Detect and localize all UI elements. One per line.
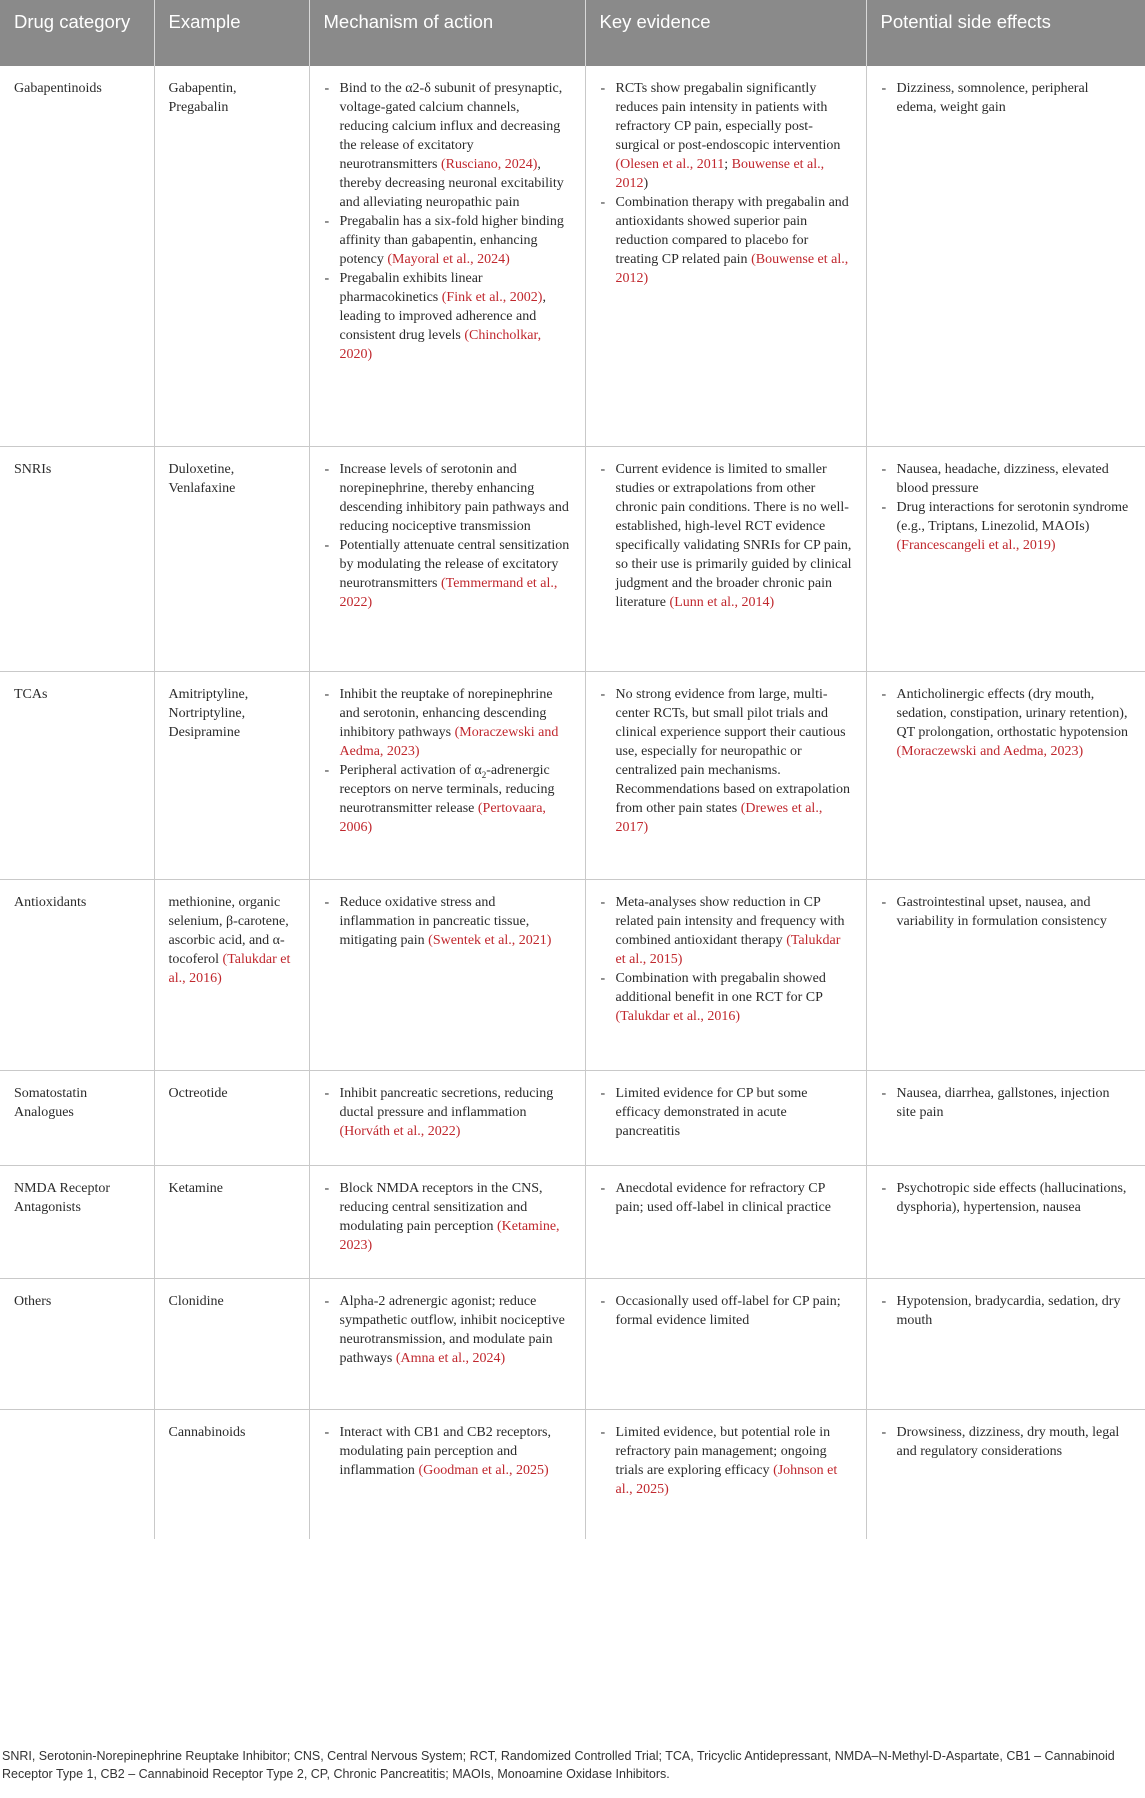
cell-example: Octreotide [154,1070,309,1165]
subscript: 2 [481,769,487,780]
side-effect-item: - Gastrointestinal upset, nausea, and variability in formulation consistency [881,893,1132,931]
cell-side-effects [866,879,1145,1070]
mechanism-list [324,685,571,837]
table-row [0,1409,1145,1539]
side-effect-list [881,1292,1132,1330]
citation-link[interactable]: (Olesen et al., 2011 [615,157,725,172]
side-effect-item: - Hypotension, bradycardia, sedation, dry mouth [881,1292,1132,1330]
cell-drug-category: Antioxidants [0,879,154,1070]
cell-key-evidence [585,1165,866,1278]
evidence-list [600,685,852,837]
mechanism-list [324,1179,571,1255]
cell-key-evidence [585,1409,866,1539]
evidence-list [600,79,852,288]
evidence-list [600,1292,852,1330]
mechanism-item: - Pregabalin exhibits linear pharmacokinetics (Fink et al., 2002), leading to improved adherence and consistent drug levels (Chincholkar, 2020) [324,269,571,364]
cell-key-evidence [585,446,866,671]
cell-side-effects [866,671,1145,879]
cell-mechanism [309,879,585,1070]
side-effect-item: - Dizziness, somnolence, peripheral edema, weight gain [881,79,1132,117]
side-effect-list [881,460,1132,555]
evidence-item: - Limited evidence for CP but some efficacy demonstrated in acute pancreatitis [600,1084,852,1141]
mechanism-list [324,1084,571,1141]
cell-key-evidence [585,66,866,446]
citation-link[interactable]: (Mayoral et al., 2024) [387,252,510,267]
evidence-item: - Meta-analyses show reduction in CP related pain intensity and frequency with combined antioxidant therapy (Talukdar et al., 2015) [600,893,852,969]
cell-mechanism [309,671,585,879]
mechanism-list [324,460,571,612]
cell-key-evidence [585,1070,866,1165]
citation-link[interactable]: (Lunn et al., 2014) [669,594,775,610]
cell-key-evidence [585,1278,866,1409]
cell-side-effects [866,1070,1145,1165]
evidence-item: - Combination therapy with pregabalin and antioxidants showed superior pain reduction compared to placebo for treating CP related pain (Bouwense et al., 2012) [600,193,852,288]
cell-drug-category: Somatostatin Analogues [0,1070,154,1165]
evidence-item: - Limited evidence, but potential role in refractory pain management; ongoing trials are exploring efficacy (Johnson et al., 2025) [600,1423,852,1499]
side-effect-list [881,1423,1132,1461]
table-body [0,66,1145,1539]
cell-mechanism [309,66,585,446]
mechanism-item: - Inhibit the reuptake of norepinephrine and serotonin, enhancing descending inhibitory pathways (Moraczewski and Aedma, 2023) [324,685,571,761]
side-effect-list [881,1179,1132,1217]
mechanism-item: - Peripheral activation of $\alpha_2$-adrenergic receptors on nerve terminals, reducing neurotransmitter release (Pertovaara, 2006) [324,761,571,837]
citation-link[interactable]: (Ketamine, 2023) [339,1218,560,1253]
side-effect-list [881,1084,1132,1122]
evidence-item: - RCTs show pregabalin significantly reduces pain intensity in patients with refractory CP pain, especially post-surgical or post-endoscopic intervention (Olesen et al., 2011; Bouwense et al., 2012) [600,79,852,193]
citation-link[interactable]: (Fink et al., 2002) [441,290,543,305]
mechanism-item: - Pregabalin has a six-fold higher binding affinity than gabapentin, enhancing potency (Mayoral et al., 2024) [324,212,571,269]
citation-link[interactable]: (Swentek et al., 2021) [428,932,552,948]
mechanism-item: - Bind to the α2-δ subunit of presynaptic, voltage-gated calcium channels, reducing calcium influx and decreasing the release of excitatory neurotransmitters (Rusciano, 2024), thereby decreasing neuronal excitability and alleviating neuropathic pain [324,79,571,212]
side-effect-list [881,685,1132,761]
mechanism-item: - Reduce oxidative stress and inflammation in pancreatic tissue, mitigating pain (Swentek et al., 2021) [324,893,571,950]
cell-example: methionine, organic selenium, β-carotene, ascorbic acid, and α-tocoferol (Talukdar et al., 2016) [154,879,309,1070]
cell-side-effects [866,1409,1145,1539]
cell-drug-category: Others [0,1278,154,1409]
side-effect-item: - Psychotropic side effects (hallucinations, dysphoria), hypertension, nausea [881,1179,1132,1217]
header-row [0,0,1145,66]
cell-key-evidence [585,879,866,1070]
citation-link[interactable]: Bouwense et al., 2012 [615,157,825,191]
citation-link[interactable]: (Talukdar et al., 2016) [168,951,291,986]
side-effect-item: - Anticholinergic effects (dry mouth, sedation, constipation, urinary retention), QT prolongation, orthostatic hypotension (Moraczewski and Aedma, 2023) [881,685,1132,761]
cell-drug-category: NMDA Receptor Antagonists [0,1165,154,1278]
citation-link[interactable]: (Talukdar et al., 2015) [615,932,841,967]
cell-example: Cannabinoids [154,1409,309,1539]
citation-link[interactable]: (Amna et al., 2024) [395,1350,506,1366]
table-row [0,66,1145,446]
citation-link[interactable]: (Moraczewski and Aedma, 2023) [896,743,1084,759]
side-effect-list [881,893,1132,931]
evidence-list [600,1084,852,1141]
citation-link[interactable]: (Drewes et al., 2017) [615,800,823,835]
evidence-item: - Anecdotal evidence for refractory CP pain; used off-label in clinical practice [600,1179,852,1217]
citation-link[interactable]: (Rusciano, 2024) [440,157,538,172]
mechanism-item: - Potentially attenuate central sensitization by modulating the release of excitatory neurotransmitters (Temmermand et al., 2022) [324,536,571,612]
side-effect-item: - Nausea, headache, dizziness, elevated blood pressure [881,460,1132,498]
cell-key-evidence [585,671,866,879]
header-side-effects: Potential side effects [866,0,1145,66]
cell-side-effects [866,66,1145,446]
cell-mechanism [309,446,585,671]
citation-link[interactable]: (Francescangeli et al., 2019) [896,537,1056,553]
cell-example: Ketamine [154,1165,309,1278]
table-row [0,446,1145,671]
citation-link[interactable]: (Horváth et al., 2022) [339,1123,461,1139]
cell-drug-category: Gabapentinoids [14,81,102,96]
citation-link[interactable]: (Pertovaara, 2006) [339,800,546,835]
cell-drug-category: TCAs [0,671,154,879]
cell-side-effects [866,1278,1145,1409]
citation-link[interactable]: (Temmermand et al., 2022) [339,575,558,610]
table-row [0,1165,1145,1278]
mechanism-item: - Inhibit pancreatic secretions, reducing ductal pressure and inflammation (Horváth et al., 2022) [324,1084,571,1141]
cell-drug-category: SNRIs [0,446,154,671]
table-footnote: SNRI, Serotonin-Norepinephrine Reuptake Inhibitor; CNS, Central Nervous System; RCT, Randomized Controlled Trial; TCA, Tricyclic Antidepressant, NMDA–N-Methyl-D-Aspartate, CB1 – Cannabinoid Receptor Type 1, CB2 – Cannabinoid Receptor Type 2, CP, Chronic Pancreatitis; MAOIs, Monoamine Oxidase Inhibitors. [2,1749,1115,1781]
header-drug-category: Drug category [0,0,154,66]
header-mechanism: Mechanism of action [309,0,585,66]
cell-mechanism [309,1070,585,1165]
evidence-list [600,1423,852,1499]
header-key-evidence: Key evidence [585,0,866,66]
citation-link[interactable]: (Goodman et al., 2025) [418,1462,549,1478]
side-effect-item: - Drug interactions for serotonin syndrome (e.g., Triptans, Linezolid, MAOIs) (Francescangeli et al., 2019) [881,498,1132,555]
evidence-item: - Current evidence is limited to smaller studies or extrapolations from other chronic pain conditions. There is no well-established, high-level RCT evidence specifically validating SNRIs for CP pain, so their use is primarily guided by clinical judgment and the broader chronic pain literature (Lunn et al., 2014) [600,460,852,612]
citation-link[interactable]: (Chincholkar, 2020) [339,328,542,362]
evidence-list [600,460,852,612]
evidence-item: - Occasionally used off-label for CP pain; formal evidence limited [600,1292,852,1330]
side-effect-list [881,79,1132,117]
table-row [0,879,1145,1070]
side-effect-item: - Nausea, diarrhea, gallstones, injection site pain [881,1084,1132,1122]
cell-side-effects [866,446,1145,671]
cell-mechanism [309,1278,585,1409]
citation-link[interactable]: (Moraczewski and Aedma, 2023) [339,724,559,759]
mechanism-item: - Block NMDA receptors in the CNS, reducing central sensitization and modulating pain perception (Ketamine, 2023) [324,1179,571,1255]
cell-example: Clonidine [154,1278,309,1409]
mechanism-item: - Alpha-2 adrenergic agonist; reduce sympathetic outflow, inhibit nociceptive neurotransmission, and modulate pain pathways (Amna et al., 2024) [324,1292,571,1368]
mechanism-item: - Increase levels of serotonin and norepinephrine, thereby enhancing descending inhibitory pain pathways and reducing nociceptive transmission [324,460,571,536]
evidence-list [600,1179,852,1217]
evidence-item: - Combination with pregabalin showed additional benefit in one RCT for CP (Talukdar et al., 2016) [600,969,852,1026]
table-row [0,1278,1145,1409]
side-effect-item: - Drowsiness, dizziness, dry mouth, legal and regulatory considerations [881,1423,1132,1461]
evidence-list [600,893,852,1026]
table-row [0,671,1145,879]
mechanism-list [324,1292,571,1368]
table-row [0,1070,1145,1165]
citation-link[interactable]: (Bouwense et al., 2012) [615,252,849,286]
cell-mechanism [309,1409,585,1539]
mechanism-list [324,79,571,364]
header-example: Example [154,0,309,66]
mechanism-list [324,1423,571,1480]
cell-example: Gabapentin, Pregabalin [154,66,309,446]
cell-drug-category [0,1409,154,1539]
mechanism-list [324,893,571,950]
citation-link[interactable]: (Talukdar et al., 2016) [615,1008,741,1024]
cell-side-effects [866,1165,1145,1278]
cell-example: Amitriptyline, Nortriptyline, Desipramine [154,671,309,879]
cell-mechanism [309,1165,585,1278]
evidence-item: - No strong evidence from large, multi-center RCTs, but small pilot trials and clinical experience support their cautious use, especially for neuropathic or centralized pain mechanisms. Recommendations based on extrapolation from other pain states (Drewes et al., 2017) [600,685,852,837]
mechanism-item: - Interact with CB1 and CB2 receptors, modulating pain perception and inflammation (Goodman et al., 2025) [324,1423,571,1480]
citation-link[interactable]: (Johnson et al., 2025) [615,1462,838,1497]
cell-example: Duloxetine, Venlafaxine [154,446,309,671]
table-header [0,0,1145,66]
